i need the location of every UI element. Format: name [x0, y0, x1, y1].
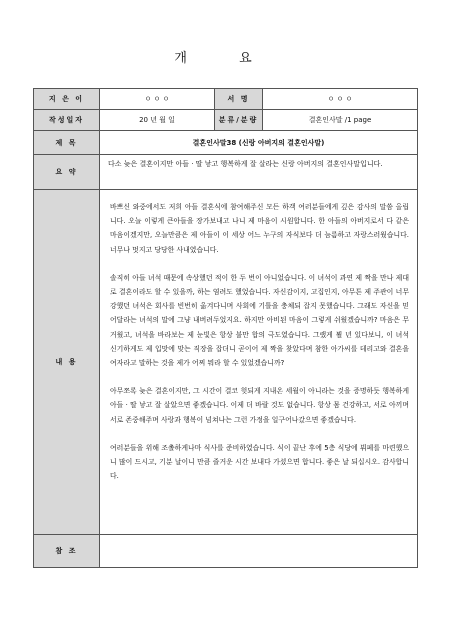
content-paragraph: 여러분들을 위해 조촐하게나마 식사를 준비하였습니다. 식이 끝난 후에 5층 식당에 뷔페를 마련했으니 많이 드시고, 기분 날이니 만큼 즐거운 시간 보내다 가셨으면 합니다. 좋은 날 되십시오. 감사합니다. — [110, 443, 409, 481]
content-paragraph: 바쁘신 와중에서도 저희 아들 결혼식에 참여해주신 모든 하객 여러분들에게 깊은 감사의 말씀 올립니다. 오늘 이렇게 큰아들을 장가보내고 나니 제 마음이 시원합니다. 한 아들의 아버지로서 다 같은 마음이겠지만, 오늘만큼은 제 아들이 이 세상 어느 누구의 자식보다 더 늠름하고 자랑스러웠습니다. 너무나 멋지고 당당한 사내였습니다. — [110, 203, 409, 254]
content-paragraph: 솔직히 아들 녀석 때문에 속상했던 적이 한 두 번이 아니었습니다. 이 녀석이 과연 제 짝을 만나 제대로 결혼이라도 할 수 있을까, 하는 염려도 했었습니다. 자신감이지, 고집인지, 아무튼 제 주관이 너무 강했던 녀석은 회사를 빈번히 옮겨다니며 사회에 기틀을 충체되 잡지 못했습니다. 그래도 자신을 믿어달라는 녀석의 말에 그냥 내버려두었지요. 하지만 아비된 마음이 그렇게 쉬웠겠습니까? 마음은 무거웠고, 녀석을 바라보는 제 눈빛은 항상 불만 합의 극도였습니다. 그랬게 뵐 년 있다보니, 이 녀석 신기하게도 제 입맛에 맞는 직장을 잡더니 곧이어 제 짝을 찾았다며 참한 아가씨를 데리고와 결혼을 여자라고 말하는 것을 제가 어찌 뭐라 할 수 있었겠습니까? — [110, 273, 409, 368]
overview-form — [33, 88, 418, 568]
content-label: 내 용 — [34, 190, 100, 535]
document-title: 개 요 — [174, 51, 276, 66]
reference-label: 참 조 — [34, 535, 100, 568]
summary-text: 다소 늦은 결혼이지만 아들 · 딸 낳고 행복하게 잘 살라는 신랑 아버지의 결혼인사말입니다. — [100, 155, 418, 190]
author-value: ㅇ ㅇ ㅇ — [100, 89, 215, 110]
date-label: 작성일자 — [34, 110, 100, 131]
author-label: 지 은 이 — [34, 89, 100, 110]
category-value: 결혼인사말 /1 page — [263, 110, 418, 131]
subject-value: 결혼인사말38 (신랑 아버지의 결혼인사말) — [100, 131, 418, 155]
subject-label: 제 목 — [34, 131, 100, 155]
content-body — [100, 190, 418, 535]
content-paragraph: 아무쪼록 늦은 결혼이지만, 그 시간이 결코 헛되게 지내온 세월이 아니라는 것을 증명하듯 행복하게 아들 · 딸 낳고 잘 살았으면 좋겠습니다. 이제 더 바랄 것도 없습니다. 항상 몸 건강하고, 서로 아끼며 서로 존중해주며 사랑과 행복이 넘쳐나는 그런 가정을 일구어나갔으면 좋겠습니다. — [110, 387, 409, 424]
signature-value: ㅇ ㅇ ㅇ — [263, 89, 418, 110]
date-value: 20 년 월 일 — [100, 110, 215, 131]
signature-label: 서 명 — [215, 89, 263, 110]
reference-value — [100, 535, 418, 568]
summary-label: 요 약 — [34, 155, 100, 190]
category-label: 분류/분량 — [215, 110, 263, 131]
